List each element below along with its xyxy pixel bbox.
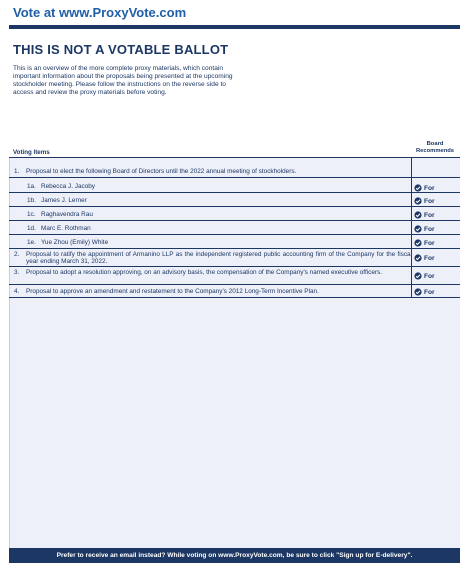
recommendation-label: For (424, 225, 435, 233)
board-recommends-header (411, 141, 459, 155)
check-circle-icon (414, 288, 422, 296)
nominee-row (9, 222, 460, 235)
nominee-name: Raghavendra Rau (41, 211, 93, 218)
check-circle-icon (414, 197, 422, 205)
header-title[interactable]: Vote at www.ProxyVote.com (13, 5, 187, 20)
proposal-number: 1. (14, 168, 20, 175)
recommendation (414, 239, 435, 247)
header-rule (9, 25, 460, 29)
check-circle-icon (414, 184, 422, 192)
nominee-number: 1b. (27, 197, 36, 204)
proposal-text: Proposal to elect the following Board of Directors until the 2022 annual meeting of stockholders. (26, 168, 297, 175)
voting-items-header: Voting Items (13, 149, 50, 156)
recommendation (414, 184, 435, 192)
check-circle-icon (414, 225, 422, 233)
proposal-text: Proposal to approve an amendment and restatement to the Company's 2012 Long-Term Incentive Plan. (26, 288, 319, 295)
recommendation-label: For (424, 184, 435, 192)
proposal-row-4 (9, 286, 460, 298)
recommendation-label: For (424, 288, 435, 296)
recommendation-label: For (424, 254, 435, 262)
ballot-heading: THIS IS NOT A VOTABLE BALLOT (13, 42, 229, 57)
nominee-number: 1a. (27, 183, 36, 190)
check-circle-icon (414, 211, 422, 219)
nominee-row (9, 208, 460, 221)
board-header-line1: Board (426, 141, 444, 147)
nominee-name: Rebecca J. Jacoby (41, 183, 95, 190)
nominee-number: 1e. (27, 239, 36, 246)
nominee-row (9, 236, 460, 249)
recommendation (414, 254, 435, 262)
proposal-row-3 (9, 268, 460, 285)
nominee-row (9, 179, 460, 193)
nominee-number: 1c. (27, 211, 36, 218)
board-header-line2: Recommends (415, 148, 454, 154)
recommendation (414, 288, 435, 296)
check-circle-icon (414, 239, 422, 247)
nominee-name: Marc E. Rothman (41, 225, 91, 232)
proposal-number: 3. (14, 269, 20, 276)
check-circle-icon (414, 272, 422, 280)
recommendation-label: For (424, 211, 435, 219)
recommendation-label: For (424, 272, 435, 280)
recommendation-label: For (424, 239, 435, 247)
nominee-name: Yue Zhou (Emily) White (41, 239, 109, 246)
footer-banner: Prefer to receive an email instead? While voting on www.ProxyVote.com, be sure to click "Sign up for E-delivery". (9, 548, 460, 563)
recommendation (414, 272, 435, 280)
nominee-number: 1d. (27, 225, 36, 232)
check-circle-icon (414, 254, 422, 262)
proposal-row-2 (9, 250, 460, 267)
recommendation (414, 225, 435, 233)
nominee-name: James J. Lerner (41, 197, 87, 204)
proposal-text: Proposal to adopt a resolution approving, on an advisory basis, the compensation of the Company's named executive officers. (26, 269, 382, 276)
proposal-row-1 (9, 158, 460, 178)
recommendation-label: For (424, 197, 435, 205)
proposal-number: 2. (14, 251, 20, 258)
intro-text: This is an overview of the more complete proxy materials, which contain important information about the proposals being presented at the upcoming stockholder meeting. Please follow the instructions on the reverse side to access and review the proxy materials before voting. (13, 65, 233, 96)
recommendation (414, 211, 435, 219)
proposal-text: Proposal to ratify the appointment of Armanino LLP as the independent registered public accounting firm of the Company for the fiscal year ending March 31, 2022. (26, 251, 412, 266)
recommendation (414, 197, 435, 205)
proposal-number: 4. (14, 288, 20, 295)
nominee-row (9, 194, 460, 207)
